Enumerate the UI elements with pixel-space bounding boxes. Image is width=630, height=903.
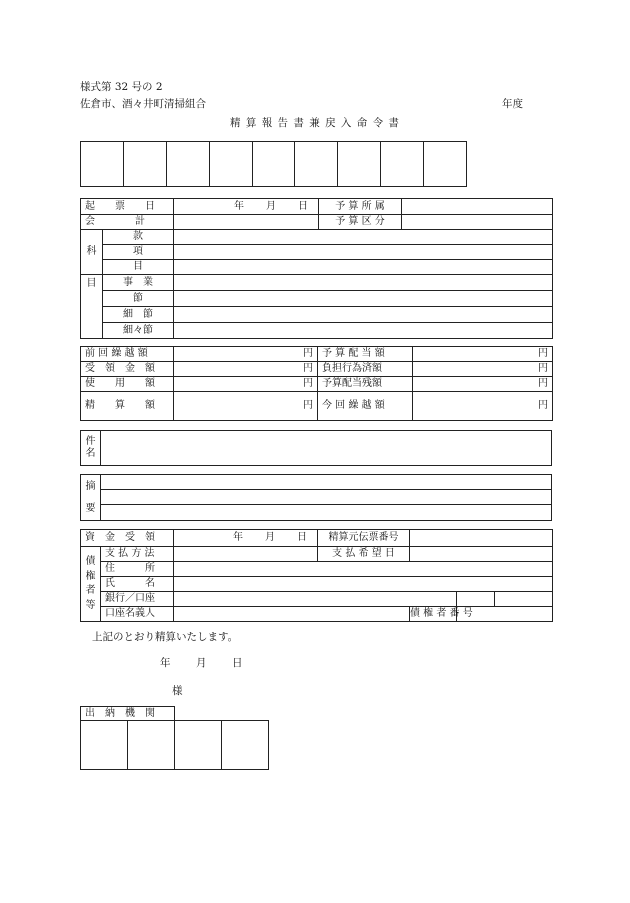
amounts-table [80,346,553,421]
ginko-field[interactable] [174,592,457,607]
kan-label: 款 [103,230,174,245]
tekiyo-table [80,474,552,521]
sama-label: 様 [172,685,183,697]
setsu-field[interactable] [174,291,553,307]
jukyo-field[interactable] [174,362,318,377]
konkai-field[interactable] [413,392,553,421]
yen-unit: 円 [303,348,313,359]
ginko-label: 銀行／口座 [101,592,174,607]
stamp-box[interactable] [381,142,424,187]
day-label: 日 [297,532,307,543]
shiharai-hoho-label: 支 払 方 法 [101,547,174,562]
yosan-kubun-field[interactable] [402,215,553,230]
suito-stamp-box[interactable] [222,721,269,770]
fiscal-year-label: 年度 [502,98,523,110]
yosan-shozoku-label: 予 算 所 属 [319,199,402,215]
jusho-label: 住 所 [101,562,174,577]
day-label: 日 [298,200,308,212]
shiharai-hoho-field[interactable] [174,547,318,562]
moku-group-label: 目 [81,275,103,339]
yen-unit: 円 [538,400,548,411]
futan-field[interactable] [413,362,553,377]
yen-unit: 円 [303,400,313,411]
tekiyo-line-3[interactable] [101,505,552,521]
kou-field[interactable] [174,245,553,260]
shiharai-kibo-label: 支 払 希 望 日 [318,547,410,562]
jusho-field[interactable] [174,562,553,577]
konkai-label: 今 回 繰 越 額 [318,392,413,421]
stamp-box[interactable] [81,142,124,187]
footer-day-label: 日 [232,657,243,669]
stamp-box[interactable] [166,142,209,187]
shiyo-label: 使 用 額 [81,377,174,392]
budget-info-table [80,198,553,339]
moku-label: 目 [103,260,174,275]
koza-shubetsu-field[interactable] [457,592,495,607]
yen-unit: 円 [538,363,548,374]
seisan-moto-label: 精算元伝票番号 [318,530,410,547]
ka-label: 科 [81,230,103,275]
suito-stamp-box[interactable] [128,721,175,770]
stamp-box[interactable] [424,142,467,187]
yen-unit: 円 [538,378,548,389]
footer-year-label: 年 [160,657,171,669]
payee-table [80,529,553,622]
saikensha-char-1: 債 [85,556,96,567]
saisaisetsu-label: 細々節 [103,323,174,339]
yosan-shozoku-field[interactable] [402,199,553,215]
suito-stamp-box[interactable] [81,721,128,770]
zenkai-label: 前 回 繰 越 額 [81,347,174,362]
shimei-label: 氏 名 [101,577,174,592]
tekiyo-char-2: 要 [85,502,96,514]
saikensha-bango-label: 債 権 者 番 号 [410,607,457,622]
yosan-haito-field[interactable] [413,347,553,362]
seisan-label: 精 算 額 [81,392,174,421]
shikin-label: 資 金 受 領 [81,530,174,547]
moku-field[interactable] [174,260,553,275]
stamp-box[interactable] [252,142,295,187]
futan-label: 負担行為済額 [318,362,413,377]
organization-name: 佐倉市、酒々井町清掃組合 [80,98,206,110]
koza-bango-field[interactable] [495,592,553,607]
saisetsu-label: 細 節 [103,307,174,323]
kenmei-char-2: 名 [85,448,96,459]
kan-field[interactable] [174,230,553,245]
saisetsu-field[interactable] [174,307,553,323]
month-label: 月 [265,532,275,543]
setsu-label: 節 [103,291,174,307]
shiyo-field[interactable] [174,377,318,392]
yosan-haito-label: 予 算 配 当 額 [318,347,413,362]
stamp-box[interactable] [209,142,252,187]
suito-stamp-box[interactable] [175,721,222,770]
jukyo-label: 受 領 金 額 [81,362,174,377]
tekiyo-line-2[interactable] [101,490,552,505]
yen-unit: 円 [303,363,313,374]
kaikei-field[interactable] [174,215,319,230]
stamp-box[interactable] [123,142,166,187]
saikensha-char-2: 権 [85,570,96,582]
kihyo-label: 起 票 日 [81,199,174,215]
statement-text: 上記のとおり精算いたします。 [92,631,239,643]
saikensha-char-4: 等 [85,599,96,611]
saikensha-char-3: 者 [85,585,96,596]
kaikei-label: 会 計 [81,215,174,230]
shikin-date-field[interactable] [174,530,318,547]
haito-zan-field[interactable] [413,377,553,392]
kihyo-date-field[interactable] [174,199,319,215]
yen-unit: 円 [303,378,313,389]
tekiyo-line-1[interactable] [101,475,552,490]
tekiyo-char-1: 摘 [85,480,96,492]
form-number: 様式第 32 号の 2 [80,81,163,93]
koza-meigi-field[interactable] [174,607,410,622]
tekiyo-label [81,475,101,521]
kenmei-label [81,431,101,466]
kenmei-table [80,430,552,466]
haito-zan-label: 予算配当残額 [318,377,413,392]
suito-label: 出 納 機 関 [81,707,175,721]
saikensha-label [81,547,101,622]
year-label: 年 [234,200,244,212]
jigyo-label: 事 業 [103,275,174,291]
document-title: 精 算 報 告 書 兼 戻 入 命 令 書 [230,117,400,129]
footer-month-label: 月 [196,657,207,669]
seisan-moto-field[interactable] [410,530,553,547]
yen-unit: 円 [538,348,548,359]
shimei-field[interactable] [174,577,553,592]
yosan-kubun-label: 予 算 区 分 [319,215,402,230]
suito-header-blank [175,707,269,721]
kenmei-field[interactable] [101,431,552,466]
stamp-box[interactable] [338,142,381,187]
approval-stamp-boxes [80,141,467,187]
kou-label: 項 [103,245,174,260]
suito-table [80,706,269,770]
stamp-box[interactable] [295,142,338,187]
jigyo-field[interactable] [174,275,553,291]
month-label: 月 [266,200,276,212]
saisaisetsu-field[interactable] [174,323,553,339]
seisan-field[interactable] [174,392,318,421]
koza-meigi-label: 口座名義人 [101,607,174,622]
year-label: 年 [233,532,243,543]
shiharai-kibo-field[interactable] [410,547,553,562]
kenmei-char-1: 件 [85,436,96,447]
zenkai-field[interactable] [174,347,318,362]
